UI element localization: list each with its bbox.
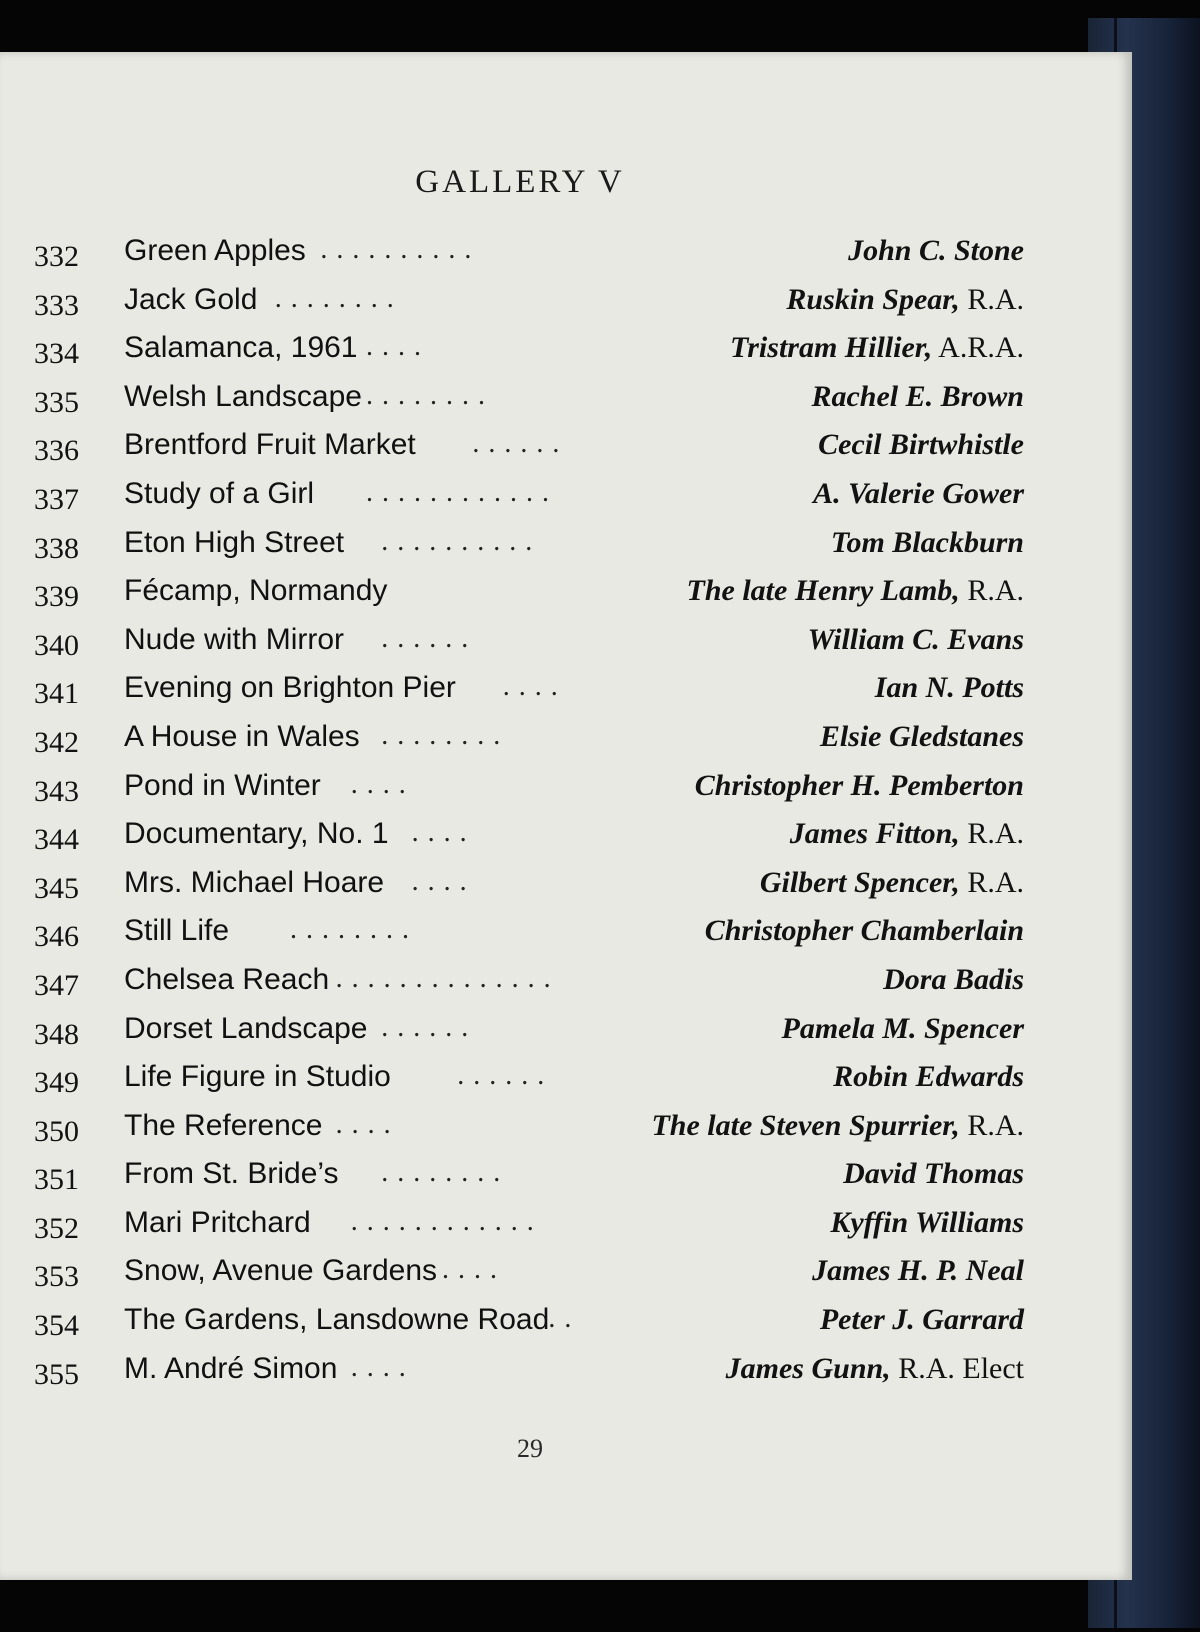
- catalogue-entry: [34, 671, 1024, 720]
- dot-leader: . . . .: [411, 817, 468, 849]
- entry-artist: [875, 671, 1024, 705]
- entry-artist: [786, 283, 1024, 317]
- entry-number: 338: [34, 531, 79, 565]
- artist-honor: A.R.A.: [932, 331, 1024, 365]
- artist-name: William C. Evans: [807, 622, 1024, 656]
- entry-number: 349: [34, 1066, 79, 1100]
- artist-name: Tom Blackburn: [830, 525, 1024, 559]
- artist-name: Gilbert Spencer,: [759, 865, 960, 899]
- entry-number: 347: [34, 968, 79, 1002]
- catalogue-entry: [34, 1352, 1024, 1401]
- entry-title: Dorset Landscape: [124, 1011, 368, 1045]
- artist-name: Rachel E. Brown: [811, 379, 1024, 413]
- entry-title: Nude with Mirror: [124, 622, 345, 656]
- entry-title: The Reference: [124, 1108, 323, 1142]
- entry-number: 335: [34, 385, 79, 419]
- catalogue-entry: [34, 1303, 1024, 1352]
- entry-artist: [830, 1206, 1024, 1240]
- catalogue-entry: [34, 1206, 1024, 1255]
- entry-number: 333: [34, 288, 79, 322]
- entry-number: 343: [34, 774, 79, 808]
- artist-name: The late Henry Lamb,: [686, 574, 960, 608]
- catalogue-entry: [34, 914, 1024, 963]
- artist-name: Elsie Gledstanes: [819, 719, 1024, 753]
- dot-leader: . . . . . . . .: [290, 914, 410, 946]
- page-number: 29: [517, 1434, 543, 1463]
- entry-artist: [833, 1060, 1024, 1094]
- catalogue-entry: [34, 623, 1024, 672]
- dot-leader: . . . . . .: [381, 1011, 470, 1043]
- catalogue-entry: [34, 1254, 1024, 1303]
- entry-title: Life Figure in Studio: [124, 1060, 391, 1094]
- entry-number: 334: [34, 337, 79, 371]
- catalogue-entry: [34, 428, 1024, 477]
- entry-number: 355: [34, 1357, 79, 1391]
- catalogue-entry: [34, 574, 1024, 623]
- artist-name: Christopher H. Pemberton: [694, 768, 1024, 802]
- artist-name: James Fitton,: [789, 817, 960, 851]
- artist-honor: R.A.: [959, 865, 1024, 899]
- entry-number: 345: [34, 871, 79, 905]
- entry-number: 332: [34, 240, 79, 273]
- entry-artist: [695, 769, 1024, 803]
- dot-leader: . . . .: [350, 768, 407, 800]
- entry-title: The Gardens, Lansdowne Road: [124, 1303, 550, 1337]
- entry-title: Documentary, No. 1: [124, 817, 389, 851]
- catalogue-entry: [34, 1060, 1024, 1109]
- dot-leader: . . . .: [411, 865, 468, 897]
- artist-name: James Gunn,: [725, 1351, 891, 1385]
- entry-artist: [730, 331, 1024, 365]
- entry-number: 341: [34, 677, 79, 711]
- entry-title: From St. Bride’s: [124, 1157, 339, 1191]
- entry-number: 340: [34, 628, 79, 662]
- dot-leader: . . . . . . . . . .: [381, 525, 534, 557]
- artist-name: Pamela M. Spencer: [781, 1011, 1024, 1045]
- entry-artist: [848, 234, 1024, 268]
- dot-leader: . . . . . . . . . . . . . .: [335, 962, 552, 994]
- catalogue-entry: [34, 720, 1024, 769]
- catalogue-entry: [34, 234, 1024, 283]
- entry-title: Snow, Avenue Gardens: [124, 1254, 438, 1288]
- dot-leader: . .: [548, 1303, 573, 1335]
- entry-artist: [790, 817, 1024, 851]
- entry-artist: [813, 477, 1024, 511]
- dot-leader: . . . . . .: [457, 1060, 546, 1092]
- entry-number: 354: [34, 1309, 79, 1343]
- entry-number: 337: [34, 482, 79, 516]
- catalogue-entry: [34, 866, 1024, 915]
- entry-artist: [811, 380, 1024, 414]
- dot-leader: . . . .: [366, 331, 422, 363]
- entry-title: Mrs. Michael Hoare: [124, 865, 385, 899]
- entry-title: Mari Pritchard: [124, 1205, 311, 1239]
- artist-honor: R.A.: [959, 574, 1024, 608]
- catalogue-entry-list: [34, 234, 1024, 1400]
- entry-artist: [808, 623, 1024, 657]
- entry-title: Brentford Fruit Market: [124, 428, 416, 462]
- artist-honor: R.A.: [959, 282, 1024, 316]
- dot-leader: . . . . . . . . . . . .: [350, 1205, 535, 1237]
- catalogue-entry: [34, 331, 1024, 380]
- entry-number: 352: [34, 1211, 79, 1245]
- entry-artist: [820, 1303, 1024, 1337]
- entry-title: Green Apples: [124, 234, 306, 267]
- artist-honor: R.A.: [959, 1108, 1024, 1142]
- catalogue-entry: [34, 477, 1024, 526]
- artist-name: Dora Badis: [883, 962, 1024, 996]
- entry-artist: [782, 1012, 1024, 1046]
- catalogue-entry: [34, 769, 1024, 818]
- artist-name: A. Valerie Gower: [813, 476, 1024, 510]
- catalogue-entry: [34, 380, 1024, 429]
- entry-title: Salamanca, 1961: [124, 331, 358, 365]
- entry-title: Still Life: [124, 914, 230, 948]
- entry-artist: [883, 963, 1024, 997]
- entry-title: Welsh Landscape: [124, 379, 362, 413]
- catalogue-entry: [34, 963, 1024, 1012]
- entry-artist: [843, 1157, 1024, 1191]
- dot-leader: . . . .: [350, 1351, 407, 1383]
- artist-name: Kyffin Williams: [830, 1205, 1024, 1239]
- entry-number: 353: [34, 1260, 79, 1294]
- entry-artist: [812, 1254, 1024, 1288]
- entry-artist: [831, 526, 1024, 560]
- artist-name: Ruskin Spear,: [786, 282, 960, 316]
- entry-title: Pond in Winter: [124, 768, 321, 802]
- artist-honor: R.A. Elect: [890, 1351, 1024, 1385]
- artist-name: Cecil Birtwhistle: [818, 428, 1024, 462]
- entry-number: 336: [34, 434, 79, 468]
- entry-title: Fécamp, Normandy: [124, 574, 388, 608]
- artist-honor: R.A.: [959, 817, 1024, 851]
- entry-number: 350: [34, 1114, 79, 1148]
- dot-leader: . . . . . . . .: [366, 379, 486, 411]
- dot-leader: . . . . . .: [381, 622, 470, 654]
- catalogue-entry: [34, 526, 1024, 575]
- artist-name: Peter J. Garrard: [819, 1303, 1024, 1337]
- dot-leader: . . . . . . . .: [274, 282, 395, 314]
- entry-title: Evening on Brighton Pier: [124, 671, 456, 705]
- catalogue-entry: [34, 283, 1024, 332]
- dot-leader: . . . . . .: [472, 428, 561, 460]
- catalogue-entry: [34, 1109, 1024, 1158]
- gallery-title: GALLERY V: [415, 164, 625, 200]
- entry-artist: [820, 720, 1024, 754]
- dot-leader: . . . .: [442, 1254, 498, 1286]
- catalogue-entry: [34, 817, 1024, 866]
- dot-leader: . . . . . . . . . .: [320, 234, 473, 265]
- entry-title: Jack Gold: [124, 282, 258, 316]
- dot-leader: . . . .: [335, 1108, 392, 1140]
- catalogue-entry: [34, 1157, 1024, 1206]
- entry-number: 346: [34, 920, 79, 954]
- artist-name: David Thomas: [843, 1157, 1024, 1191]
- artist-name: Robin Edwards: [833, 1060, 1024, 1094]
- entry-title: Study of a Girl: [124, 476, 315, 510]
- entry-artist: [760, 866, 1024, 900]
- entry-title: A House in Wales: [124, 719, 360, 753]
- artist-name: John C. Stone: [848, 234, 1024, 267]
- dot-leader: . . . . . . . .: [381, 1157, 502, 1189]
- entry-number: 348: [34, 1017, 79, 1051]
- entry-title: Eton High Street: [124, 525, 345, 559]
- dot-leader: . . . . . . . .: [381, 719, 502, 751]
- artist-name: Christopher Chamberlain: [704, 914, 1024, 948]
- catalogue-entry: [34, 1012, 1024, 1061]
- entry-artist: [705, 914, 1024, 948]
- entry-title: Chelsea Reach: [124, 962, 330, 996]
- dot-leader: . . . .: [502, 671, 559, 703]
- entry-artist: [726, 1352, 1024, 1386]
- artist-name: The late Steven Spurrier,: [651, 1108, 960, 1142]
- entry-number: 342: [34, 725, 79, 759]
- artist-name: Tristram Hillier,: [730, 331, 933, 365]
- entry-artist: [651, 1109, 1024, 1143]
- entry-title: M. André Simon: [124, 1351, 338, 1385]
- entry-number: 339: [34, 580, 79, 614]
- dot-leader: . . . . . . . . . . . .: [366, 476, 550, 508]
- artist-name: Ian N. Potts: [874, 671, 1024, 705]
- entry-artist: [687, 574, 1024, 608]
- entry-artist: [818, 428, 1024, 462]
- entry-number: 344: [34, 823, 79, 857]
- catalogue-page: [0, 52, 1132, 1580]
- artist-name: James H. P. Neal: [812, 1254, 1024, 1288]
- entry-number: 351: [34, 1163, 79, 1197]
